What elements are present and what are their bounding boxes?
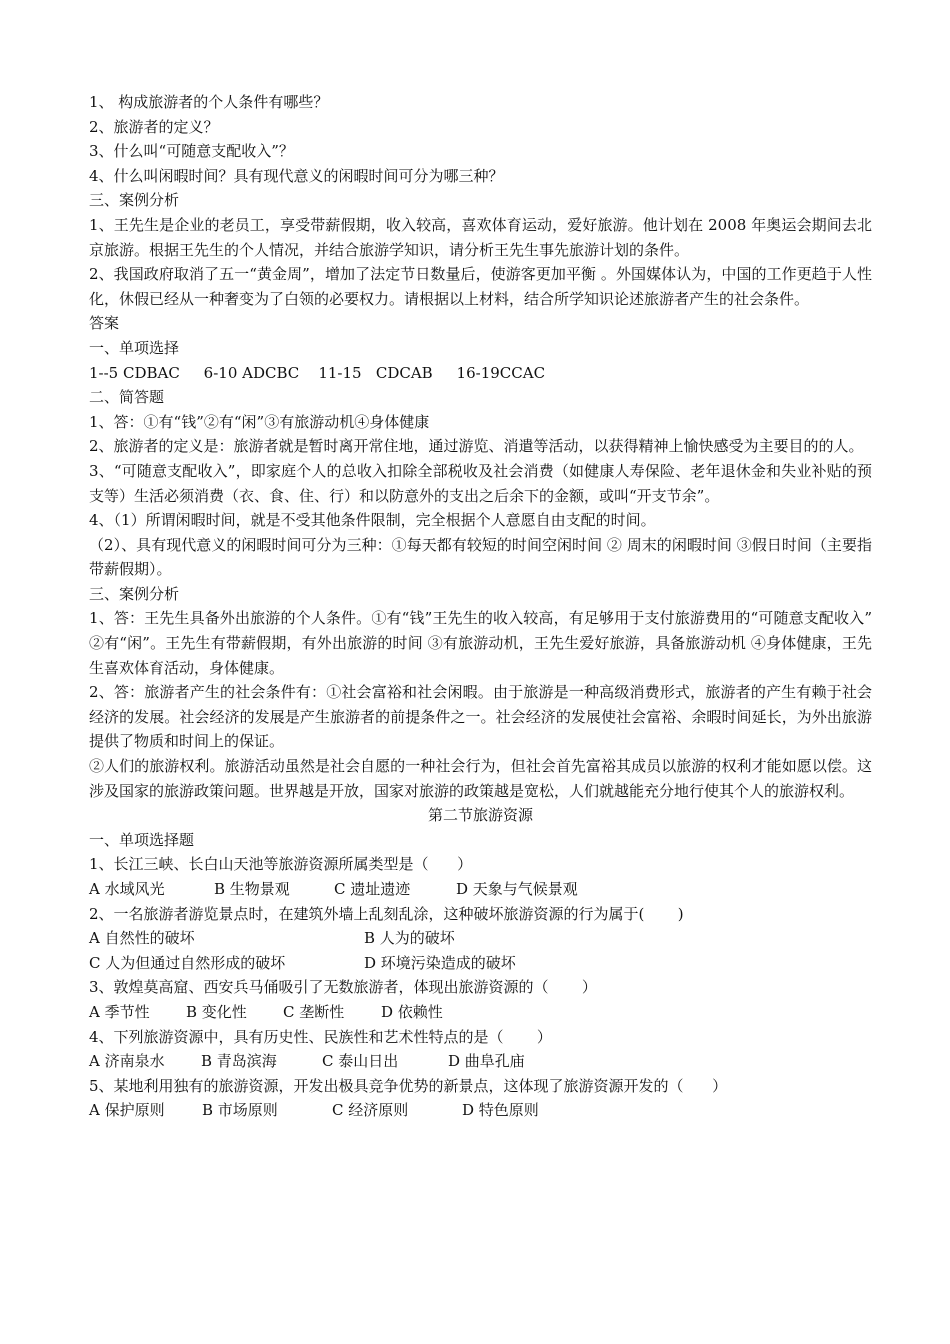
answers-title: 答案 — [89, 314, 120, 333]
mcq-question-2: 2、一名旅游者游览景点时，在建筑外墙上乱刻乱涂，这种破坏旅游资源的行为属于( ) — [89, 904, 684, 923]
option-d: D 特色原则 — [462, 1101, 539, 1120]
question-4: 4、什么叫闲暇时间？具有现代意义的闲暇时间可分为哪三种？ — [89, 166, 504, 185]
option-c: C 遗址遗迹 — [334, 880, 411, 898]
option-d: D 曲阜孔庙 — [448, 1052, 525, 1071]
case-heading: 三、案例分析 — [89, 191, 180, 210]
case-question-2: 2、我国政府取消了五一“黄金周”，增加了法定节日数量后，使游客更加平衡 。外国媒体认为，中国的工作更趋于人性化，休假已经从一种奢变为了白领的必要权力。请根据以上材料，结合所学知识论述旅游者产生的社会条件。 — [89, 265, 872, 308]
option-d: D 天象与气候景观 — [456, 880, 578, 898]
option-a: A 水域风光 — [89, 880, 165, 898]
question-3: 3、什么叫“可随意支配收入”？ — [89, 142, 294, 161]
option-a: A 济南泉水 — [89, 1052, 165, 1071]
option-b: B 青岛滨海 — [201, 1052, 277, 1071]
case-question-1: 1、王先生是企业的老员工，享受带薪假期，收入较高，喜欢体育运动，爱好旅游。他计划在 2008 年奥运会期间去北京旅游。根据王先生的个人情况，并结合旅游学知识，请分析王先生事先旅游计划的条件。 — [89, 215, 872, 259]
option-c: C 垄断性 — [283, 1002, 345, 1021]
mcq-options-4 — [89, 1049, 872, 1074]
mcq-options-2b — [89, 951, 872, 976]
answer-short-2: 2、旅游者的定义是：旅游者就是暂时离开常住地，通过游览、消遣等活动，以获得精神上愉快感受为主要目的的人。 — [89, 437, 864, 456]
mcq-options-5 — [89, 1098, 872, 1123]
option-c: C 泰山日出 — [322, 1052, 399, 1071]
mcq-options-2a — [89, 926, 872, 951]
answers-mcq-key: 1--5 CDBAC 6-10 ADCBC 11-15 CDCAB 16-19CCAC — [89, 363, 546, 382]
option-b: B 生物景观 — [214, 880, 290, 898]
mcq-question-5: 5、某地利用独有的旅游资源，开发出极具竞争优势的新景点，这体现了旅游资源开发的（ ） — [89, 1076, 728, 1095]
answers-section1-heading: 一、单项选择 — [89, 338, 180, 357]
question-1: 1、 构成旅游者的个人条件有哪些？ — [89, 93, 329, 111]
mcq-heading: 一、单项选择题 — [89, 830, 195, 849]
option-d: D 环境污染造成的破坏 — [364, 953, 516, 972]
option-a: A 季节性 — [89, 1002, 150, 1021]
option-d: D 依赖性 — [381, 1002, 443, 1021]
section-title: 第二节旅游资源 — [427, 806, 533, 825]
answer-case-1: 1、答：王先生具备外出旅游的个人条件。①有“钱”王先生的收入较高，有足够用于支付旅游费用的“可随意支配收入” ②有“闲”。王先生有带薪假期，有外出旅游的时间 ③有旅游动机，王先生爱好旅游，具备旅游动机 ④身体健康，王先生喜欢体育活动，身体健康。 — [89, 609, 872, 677]
answer-short-4b: （2）、具有现代意义的闲暇时间可分为三种：①每天都有较短的时间空闲时间 ② 周末的闲暇时间 ③假日时间（主要指带薪假期）。 — [89, 535, 872, 579]
answer-short-4a: 4、（1）所谓闲暇时间，就是不受其他条件限制，完全根据个人意愿自由支配的时间。 — [89, 511, 656, 530]
answers-section3-heading: 三、案例分析 — [89, 584, 180, 603]
answer-case-2-cont: ②人们的旅游权利。旅游活动虽然是社会自愿的一种社会行为，但社会首先富裕其成员以旅游的权利才能如愿以偿。这涉及国家的旅游政策问题。世界越是开放，国家对旅游的政策越是宽松，人们就越能充分地行使其个人的旅游权利。 — [89, 757, 872, 800]
option-a: A 自然性的破坏 — [89, 929, 195, 948]
answer-short-1: 1、答：①有“钱”②有“闲”③有旅游动机④身体健康 — [89, 412, 430, 431]
mcq-question-3: 3、敦煌莫高窟、西安兵马俑吸引了无数旅游者，体现出旅游资源的（ ） — [89, 978, 597, 997]
answer-short-3: 3、“可随意支配收入”，即家庭个人的总收入扣除全部税收及社会消费（如健康人寿保险、老年退休金和失业补贴的预支等）生活必须消费（衣、食、住、行）和以防意外的支出之后余下的金额，或叫“开支节余”。 — [89, 461, 872, 505]
mcq-question-4: 4、下列旅游资源中，具有历史性、民族性和艺术性特点的是（ ） — [89, 1027, 552, 1046]
option-b: B 市场原则 — [202, 1101, 278, 1120]
answers-section2-heading: 二、简答题 — [89, 388, 165, 407]
option-b: B 人为的破坏 — [364, 929, 455, 948]
mcq-options-1 — [89, 877, 872, 902]
option-b: B 变化性 — [186, 1002, 247, 1021]
question-2: 2、旅游者的定义？ — [89, 117, 219, 136]
option-c: C 人为但通过自然形成的破坏 — [89, 953, 286, 972]
option-c: C 经济原则 — [332, 1101, 409, 1120]
option-a: A 保护原则 — [89, 1101, 165, 1120]
mcq-options-3 — [89, 1000, 872, 1025]
mcq-question-1: 1、长江三峡、长白山天池等旅游资源所属类型是（ ） — [89, 855, 473, 874]
answer-case-2: 2、答：旅游者产生的社会条件有：①社会富裕和社会闲暇。由于旅游是一种高级消费形式，旅游者的产生有赖于社会经济的发展。社会经济的发展是产生旅游者的前提条件之一。社会经济的发展使社会富裕、余暇时间延长，为外出旅游提供了物质和时间上的保证。 — [89, 683, 872, 751]
